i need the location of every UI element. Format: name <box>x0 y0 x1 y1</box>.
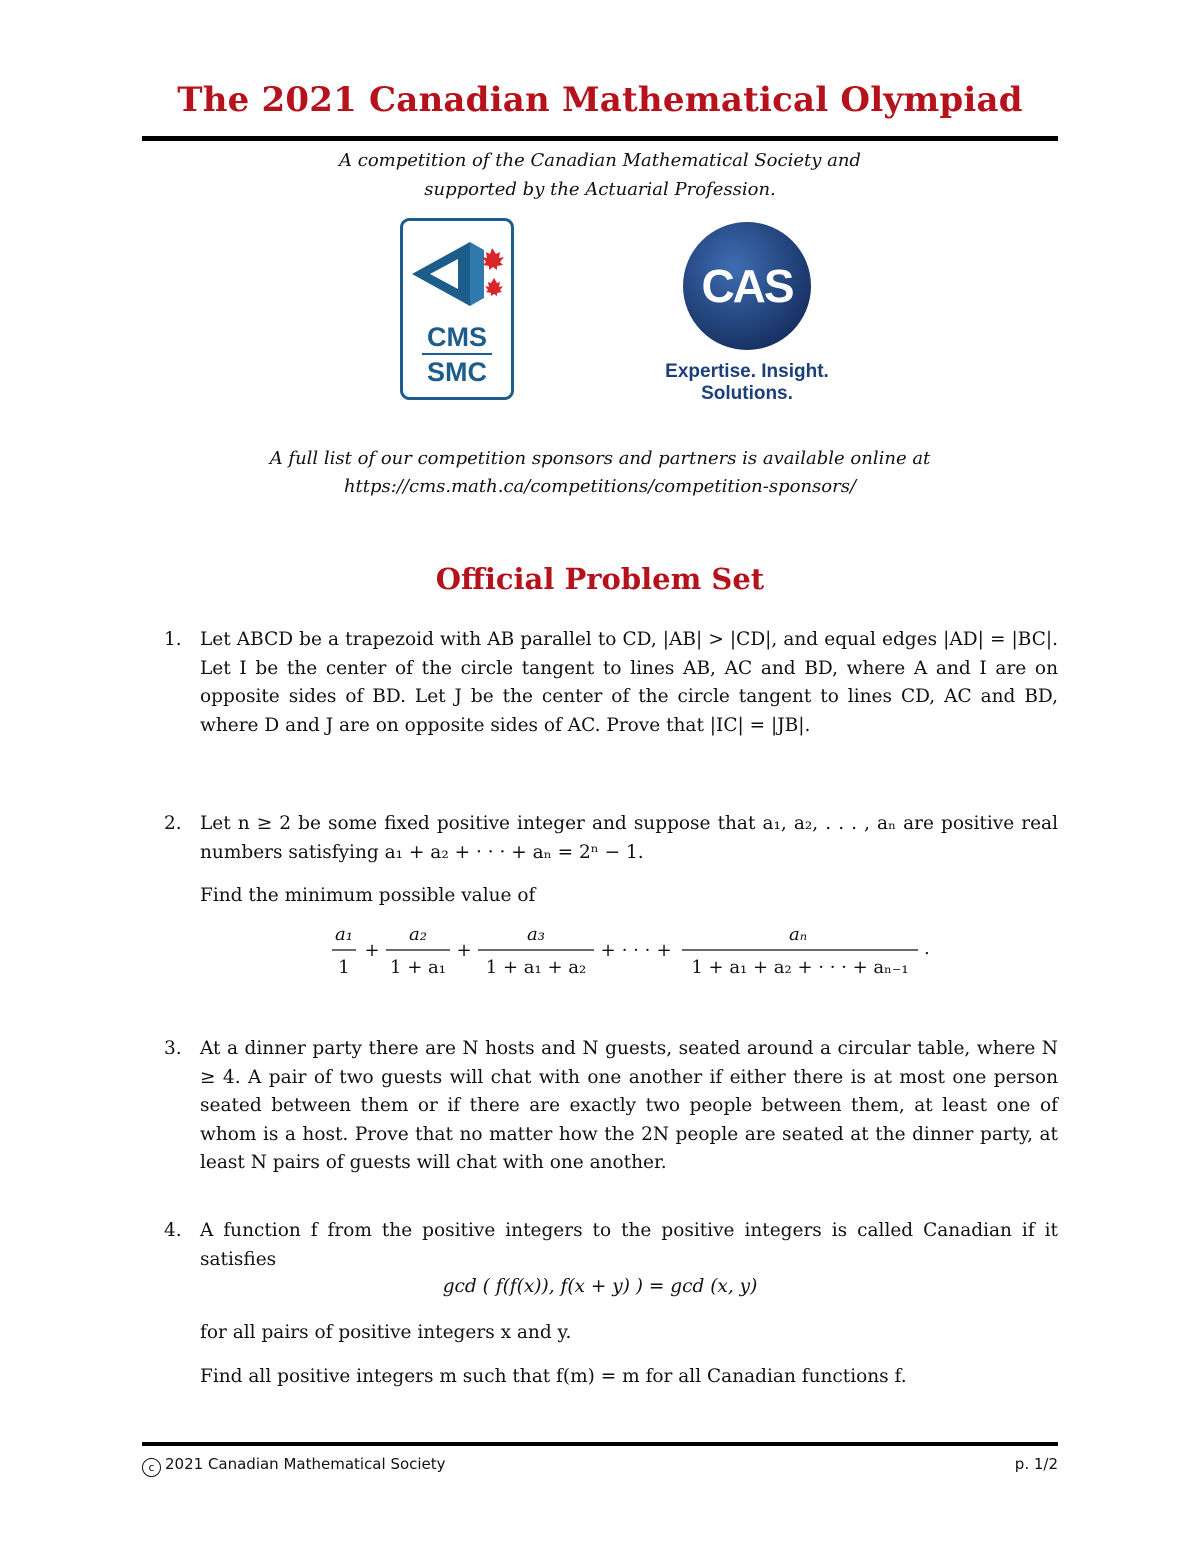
term-n-numerator: aₙ <box>788 924 808 945</box>
plus-sign: + <box>656 940 672 961</box>
cms-smc-logo <box>400 218 514 400</box>
top-rule <box>142 136 1058 141</box>
term-3-numerator: a₃ <box>527 924 545 945</box>
subtitle-line-1: A competition of the Canadian Mathematical Society and <box>339 150 861 171</box>
term-1-denominator: 1 <box>338 957 350 978</box>
problem-text: Find the minimum possible value of <box>200 885 536 907</box>
cms-text: CMS <box>427 322 487 352</box>
document-title: The 2021 Canadian Mathematical Olympiad <box>177 80 1023 120</box>
sponsors-text: A full list of our competition sponsors and partners is available online at <box>269 448 931 469</box>
term-2-numerator: a₂ <box>409 924 427 945</box>
cas-tagline-2: Solutions. <box>701 383 793 404</box>
plus-sign: + <box>364 940 380 961</box>
footer-copyright-text: 2021 Canadian Mathematical Society <box>165 1455 446 1473</box>
formula-end: . <box>924 938 930 959</box>
problem-text: At a dinner party there are N hosts and N guests, seated around a circular table, where N ≥ 4. A pair of two guests will chat with one another if either there is at most one person seated between them or if there are exactly two people between them, at least one of whom is a host. Prove that no matter how the 2N people are seated at the dinner party, at least N pairs of guests will chat with one another. <box>200 1038 1058 1174</box>
problem-4-continued <box>142 1319 1058 1391</box>
problem-text: Find all positive integers m such that f(m) = m for all Canadian functions f. <box>200 1365 907 1387</box>
problem-text: A function f from the positive integers to the positive integers is called Canadian if it satisfies <box>200 1220 1058 1270</box>
problem-number: 3. <box>164 1038 182 1059</box>
bottom-rule <box>142 1442 1058 1446</box>
term-n-denominator: 1 + a₁ + a₂ + · · · + aₙ₋₁ <box>691 957 909 978</box>
ellipsis: · · · <box>621 940 651 961</box>
problem-4-formula: gcd ( f(f(x)), f(x + y) ) = gcd (x, y) <box>442 1276 758 1297</box>
subtitle <box>0 146 1200 204</box>
plus-sign: + <box>600 940 616 961</box>
term-1-numerator: a₁ <box>335 924 353 945</box>
footer-copyright <box>142 1455 446 1477</box>
subtitle-line-2: supported by the Actuarial Profession. <box>424 179 776 200</box>
plus-sign: + <box>456 940 472 961</box>
problem-number: 2. <box>164 813 182 834</box>
problem-text: Let n ≥ 2 be some fixed positive integer and suppose that a₁, a₂, . . . , aₙ are positive real numbers satisfying a₁ + a₂ + · · · + aₙ = 2ⁿ − 1. <box>200 813 1058 863</box>
problem-number: 1. <box>164 629 182 650</box>
term-2-denominator: 1 + a₁ <box>390 957 446 978</box>
term-3-denominator: 1 + a₁ + a₂ <box>485 957 587 978</box>
problem-2 <box>142 810 1058 911</box>
sponsors-note <box>0 445 1200 501</box>
smc-text: SMC <box>427 357 487 387</box>
footer-page-number: p. 1/2 <box>1014 1455 1058 1473</box>
problem-4 <box>142 1217 1058 1274</box>
problem-1 <box>142 626 1058 740</box>
problem-text: for all pairs of positive integers x and y. <box>200 1322 572 1343</box>
sponsors-url[interactable]: https://cms.math.ca/competitions/competition-sponsors/ <box>343 476 857 497</box>
cas-logo <box>655 222 855 412</box>
problem-2-formula <box>322 918 942 988</box>
cas-mark: CAS <box>701 260 793 312</box>
cas-tagline-1: Expertise. Insight. <box>665 361 829 382</box>
problem-3 <box>142 1035 1058 1178</box>
section-title: Official Problem Set <box>435 562 765 596</box>
copyright-icon: c <box>142 1458 161 1477</box>
problem-number: 4. <box>164 1220 182 1241</box>
problem-text: Let ABCD be a trapezoid with AB parallel to CD, |AB| > |CD|, and equal edges |AD| = |BC|. Let I be the center of the circle tangent to lines AB, AC and BD, where A and I are on opposite sides of BD. Let J be the center of the circle tangent to lines CD, AC and BD, where D and J are on opposite sides of AC. Prove that |IC| = |JB|. <box>200 629 1058 736</box>
